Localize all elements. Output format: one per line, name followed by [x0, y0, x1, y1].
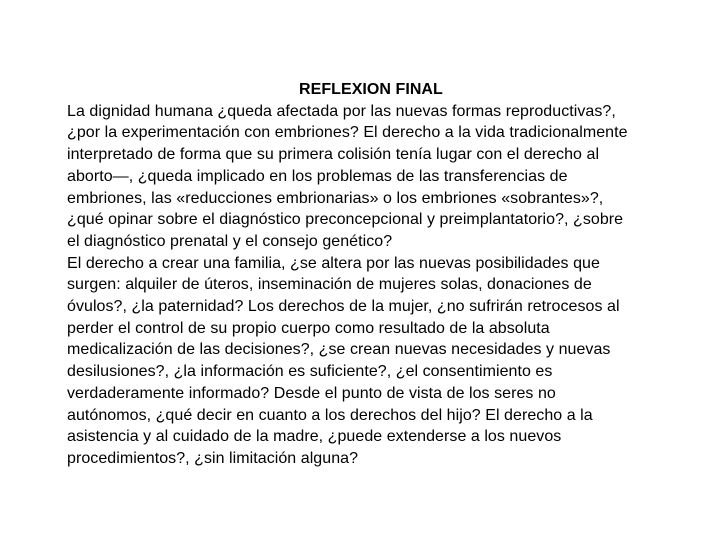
text-line: ¿por la experimentación con embriones? El derecho a la vida tradicionalmente	[67, 124, 628, 142]
text-line: embriones, las «reducciones embrionarias» o los embriones «sobrantes»?,	[67, 189, 604, 207]
text-line: asistencia y al cuidado de la madre, ¿puede extenderse a los nuevos	[67, 428, 562, 446]
text-line: surgen: alquiler de úteros, inseminación de mujeres solas, donaciones de	[67, 276, 592, 294]
text-line: el diagnóstico prenatal y el consejo genético?	[67, 232, 393, 250]
text-line: aborto—, ¿queda implicado en los problemas de las transferencias de	[67, 167, 568, 185]
text-line: medicalización de las decisiones?, ¿se crean nuevas necesidades y nuevas	[67, 341, 611, 359]
document-title: REFLEXION FINAL	[299, 81, 443, 98]
text-block	[67, 79, 707, 470]
text-line: procedimientos?, ¿sin limitación alguna?	[67, 449, 359, 467]
text-line: óvulos?, ¿la paternidad? Los derechos de la mujer, ¿no sufrirán retrocesos al	[67, 298, 620, 316]
text-line: La dignidad humana ¿queda afectada por las nuevas formas reproductivas?,	[67, 102, 616, 120]
text-line: ¿qué opinar sobre el diagnóstico preconcepcional y preimplantatorio?, ¿sobre	[67, 211, 624, 229]
paragraph-2	[67, 253, 707, 470]
paragraph-1	[67, 101, 707, 253]
text-line: interpretado de forma que su primera colisión tenía lugar con el derecho al	[67, 146, 600, 164]
text-line: El derecho a crear una familia, ¿se altera por las nuevas posibilidades que	[67, 254, 600, 272]
text-line: perder el control de su propio cuerpo como resultado de la absoluta	[67, 319, 550, 337]
text-line: desilusiones?, ¿la información es suficiente?, ¿el consentimiento es	[67, 363, 553, 381]
text-line: autónomos, ¿qué decir en cuanto a los derechos del hijo? El derecho a la	[67, 406, 593, 424]
text-line: verdaderamente informado? Desde el punto de vista de los seres no	[67, 384, 556, 402]
